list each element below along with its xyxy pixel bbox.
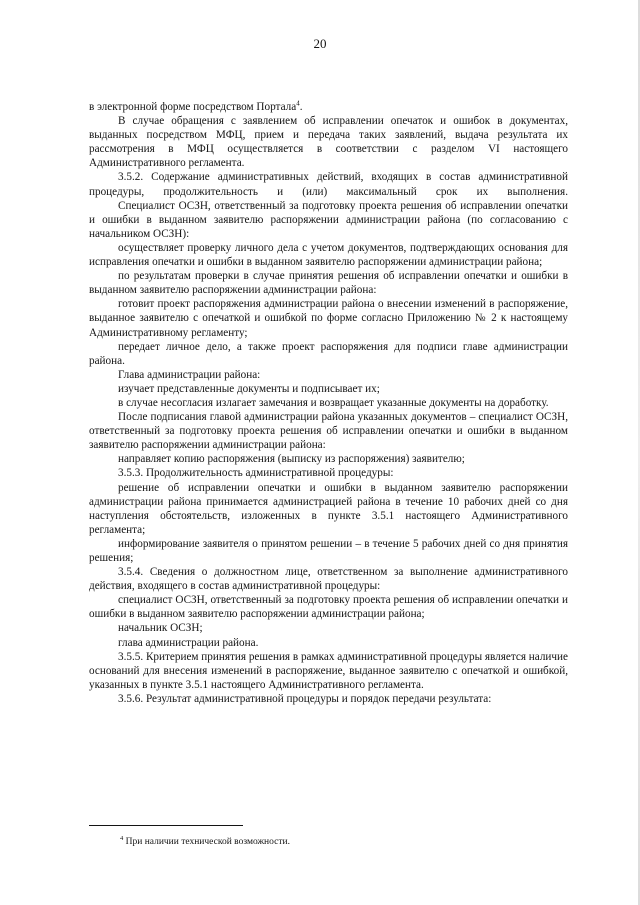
paragraph: в случае несогласия излагает замечания и возвращает указанные документы на доработку.: [118, 396, 549, 409]
paragraph: изучает представленные документы и подписывает их;: [118, 382, 380, 395]
footnote: [120, 834, 290, 847]
section-heading-3-5-4: 3.5.4. Сведения о должностном лице, ответственном за выполнение административного действия, входящего в состав административной процедуры:: [89, 566, 568, 593]
paragraph: начальник ОСЗН;: [118, 622, 203, 635]
section-heading-3-5-3: 3.5.3. Продолжительность административной процедуры:: [118, 467, 394, 480]
paragraph: по результатам проверки в случае принятия решения об исправлении опечатки и ошибки в выданном заявителю распоряжении администрации района:: [89, 270, 568, 297]
paragraph: решение об исправлении опечатки и ошибки в выданном заявителю распоряжении администрации района принимается администрацией района в течение 10 рабочих дней со дня наступления обстоятельств, изложенных в пункте 3.5.1 настоящего Административного регламента;: [89, 481, 568, 536]
paragraph: готовит проект распоряжения администрации района о внесении изменений в распоряжение, выданное заявителю с опечаткой и ошибкой по форме согласно Приложению № 2 к настоящему Административному регламенту;: [89, 298, 568, 339]
section-heading-3-5-2: 3.5.2. Содержание административных действий, входящих в состав административной процедуры, продолжительность и (или) максимальный срок их выполнения.: [89, 171, 568, 198]
footnote-marker: 4: [120, 834, 124, 842]
paragraph: После подписания главой администрации района указанных документов – специалист ОСЗН, ответственный за подготовку проекта решения об исправлении опечатки и ошибки в выданном заявителю распоряжении администрации района:: [89, 411, 568, 452]
paragraph: специалист ОСЗН, ответственный за подготовку проекта решения об исправлении опечатки и ошибки в выданном заявителю распоряжении администрации района;: [89, 594, 568, 621]
paragraph: передает личное дело, а также проект распоряжения для подписи главе администрации района.: [89, 340, 568, 367]
paragraph: Специалист ОСЗН, ответственный за подготовку проекта решения об исправлении опечатки и ошибки в выданном заявителю распоряжении администрации района (по согласованию с начальником ОСЗН):: [89, 199, 568, 240]
paragraph: В случае обращения с заявлением об исправлении опечаток и ошибок в документах, выданных посредством МФЦ, прием и передача таких заявлений, выдача результата их рассмотрения в МФЦ осуществляется в соответствии с разделом VI настоящего Административного регламента.: [89, 115, 568, 170]
section-heading-3-5-6: 3.5.6. Результат административной процедуры и порядок передачи результата:: [118, 692, 492, 705]
paragraph: осуществляет проверку личного дела с учетом документов, подтверждающих основания для исправления опечатки и ошибки в выданном заявителю распоряжении администрации района;: [89, 241, 568, 269]
paragraph: Глава администрации района:: [118, 368, 261, 381]
section-heading-3-5-5: 3.5.5. Критерием принятия решения в рамках административной процедуры является наличие оснований для внесения изменений в распоряжение, выданное заявителю с опечаткой и ошибкой, указанных в пункте 3.5.1 настоящего Административного регламента.: [89, 650, 568, 691]
paragraph: направляет копию распоряжения (выписку из распоряжения) заявителю;: [118, 453, 465, 466]
page-number: 20: [313, 36, 327, 51]
body-text: [89, 100, 568, 706]
footnote-ref: 4: [296, 99, 300, 108]
paragraph: в электронной форме посредством Портала$^4$.: [89, 99, 303, 113]
paragraph: информирование заявителя о принятом решении – в течение 5 рабочих дней со дня принятия решения;: [89, 537, 568, 564]
footnote-divider: [89, 825, 243, 826]
footnote-text: При наличии технической возможности.: [125, 837, 290, 847]
paragraph: глава администрации района.: [118, 636, 259, 649]
